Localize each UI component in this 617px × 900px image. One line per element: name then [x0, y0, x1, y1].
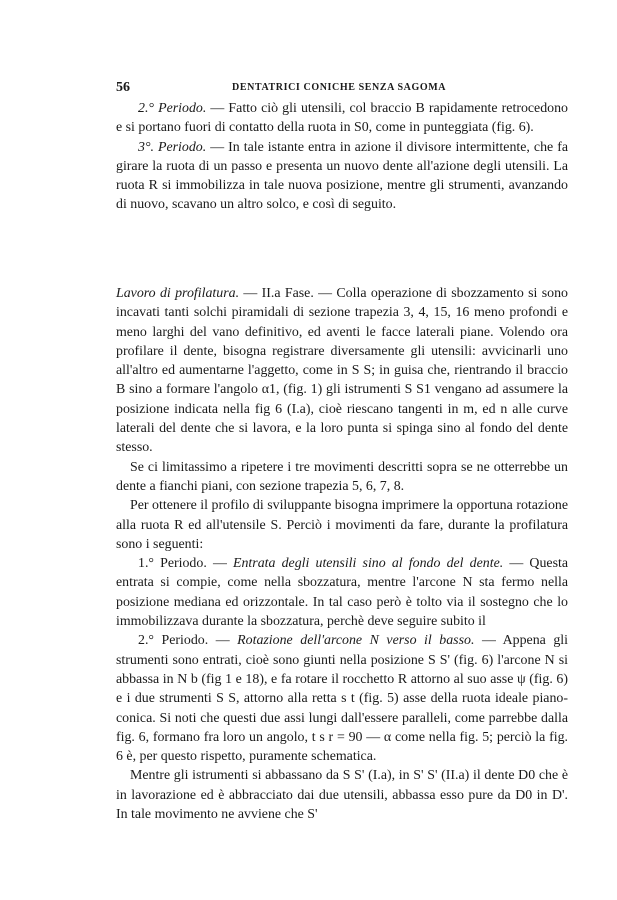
item-1-title: Entrata degli utensili sino al fondo del dente.: [233, 556, 504, 572]
paragraph-item-1: 1.° Periodo. — Entrata degli utensili sino al fondo del dente. — Questa entrata si compie, come nella sbozzatura, mentre l'arcone N sta fermo nella posizione mediana ed orizzontale. In tal caso però è tolto via il sostegno che lo immobilizzava durante la sbozzatura, perchè deve seguire subito il: [116, 556, 568, 630]
paragraph-item-2: 2.° Periodo. — Rotazione dell'arcone N verso il basso. — Appena gli strumenti sono entrati, cioè sono giunti nella posizione S S' (fig. 6) l'arcone N si abbassa in N b (fig 1 e 18), e fa rotare il rocchetto R attorno al suo asse ψ (fig. 6) e i due strumenti S S, attorno alla retta s t (fig. 5) asse della ruota ideale piano-conica. Si noti che questi due assi lungi dall'essere paralleli, come parrebbe dalla fig. 6, formano fra loro un angolo, t s r = 90 — α come nella fig. 5; perciò la fig. 6 è, per questo rispetto, puramente schematica.: [116, 633, 569, 765]
periodo-3-label: 3°. Periodo.: [138, 139, 207, 155]
page-number: 56: [116, 80, 130, 95]
item-2-title: Rotazione dell'arcone N verso il basso.: [237, 633, 475, 649]
page-header: [116, 80, 569, 96]
paragraph-closing: Mentre gli istrumenti si abbassano da S S' (I.a), in S' S' (II.a) il dente D0 che è in lavorazione ed è abbracciato dai due utensili, abbassa esso pure da D0 in D'. In tale movimento ne avviene che S': [116, 768, 568, 823]
item-2-text: — Appena gli strumenti sono entrati, cioè sono giunti nella posizione S S' (fig. 6) l'arcone N si abbassa in N b (fig 1 e 18), e fa rotare il rocchetto R attorno al suo asse ψ (fig. 6) e i due strumenti S S, attorno alla retta s t (fig. 5) asse della ruota ideale piano-conica. Si noti che questi due assi lungi dall'essere paralleli, come parrebbe dalla fig. 6, formano fra loro un angolo, t s r = 90 — α come nella fig. 5; perciò la fig. 6 è, per questo rispetto, puramente schematica.: [116, 633, 569, 765]
running-title: DENTATRICI CONICHE SENZA SAGOMA: [232, 82, 447, 93]
main-text-block: [116, 284, 568, 824]
section-title: Lavoro di profilatura.: [116, 286, 240, 301]
item-1-text: — Questa entrata si compie, come nella sbozzatura, mentre l'arcone N sta fermo nella posizione mediana ed orizzontale. In tal caso però è tolto via il sostegno che lo immobilizzava durante la sbozzatura, perchè deve seguire subito il: [116, 556, 568, 630]
paragraph-periodo-2: [116, 99, 568, 138]
paragraph-profilatura-intro: [116, 284, 568, 458]
periodo-2-text: — Fatto ciò gli utensili, col braccio B rapidamente retrocedono e si portano fuori di contatto della ruota in S0, come in punteggiata (fig. 6).: [116, 101, 568, 136]
item-1-label: 1.° Periodo.: [138, 556, 207, 572]
paragraph-fianchi-piani: Se ci limitassimo a ripetere i tre movimenti descritti sopra se ne otterrebbe un dente a fianchi piani, con sezione trapezia 5, 6, 7, 8.: [116, 459, 568, 494]
paragraph-periodo-3: [116, 138, 568, 215]
section-intro-text: — II.a Fase. — Colla operazione di sbozzamento si sono incavati tanti solchi piramidali di sezione trapezia 3, 4, 15, 16 meno profondi e meno larghi del vano definitivo, ed aventi le facce laterali piane. Volendo ora profilare il dente, bisogna registrare diversamente gli utensili: avvicinarli uno all'altro ed aumentarne l'aggetto, come in S S; in guisa che, rientrando il braccio B sino a formare l'angolo α1, (fig. 1) gli istrumenti S S1 vengano ad assumere la posizione indicata nella fig 6 (I.a), cioè riescano tangenti in m, ed n alle curve laterali del dente che si lavora, e la loro punta si spinga sino al fondo del dente stesso.: [116, 286, 568, 456]
periodo-2-label: 2.° Periodo.: [138, 101, 207, 116]
top-text-block: [116, 99, 568, 215]
item-2-label: 2.° Periodo.: [138, 633, 209, 649]
periodo-3-text: — In tale istante entra in azione il divisore intermittente, che fa girare la ruota di un passo e presenta un nuovo dente all'azione degli utensili. La ruota R si immobilizza in tale nuova posizione, mentre gli strumenti, avanzando di nuovo, scavano un altro solco, e così di seguito.: [116, 139, 568, 213]
paragraph-profilo-sviluppante: Per ottenere il profilo di sviluppante bisogna imprimere la opportuna rotazione alla ruota R ed all'utensile S. Perciò i movimenti da fare, durante la profilatura sono i seguenti:: [116, 498, 568, 552]
